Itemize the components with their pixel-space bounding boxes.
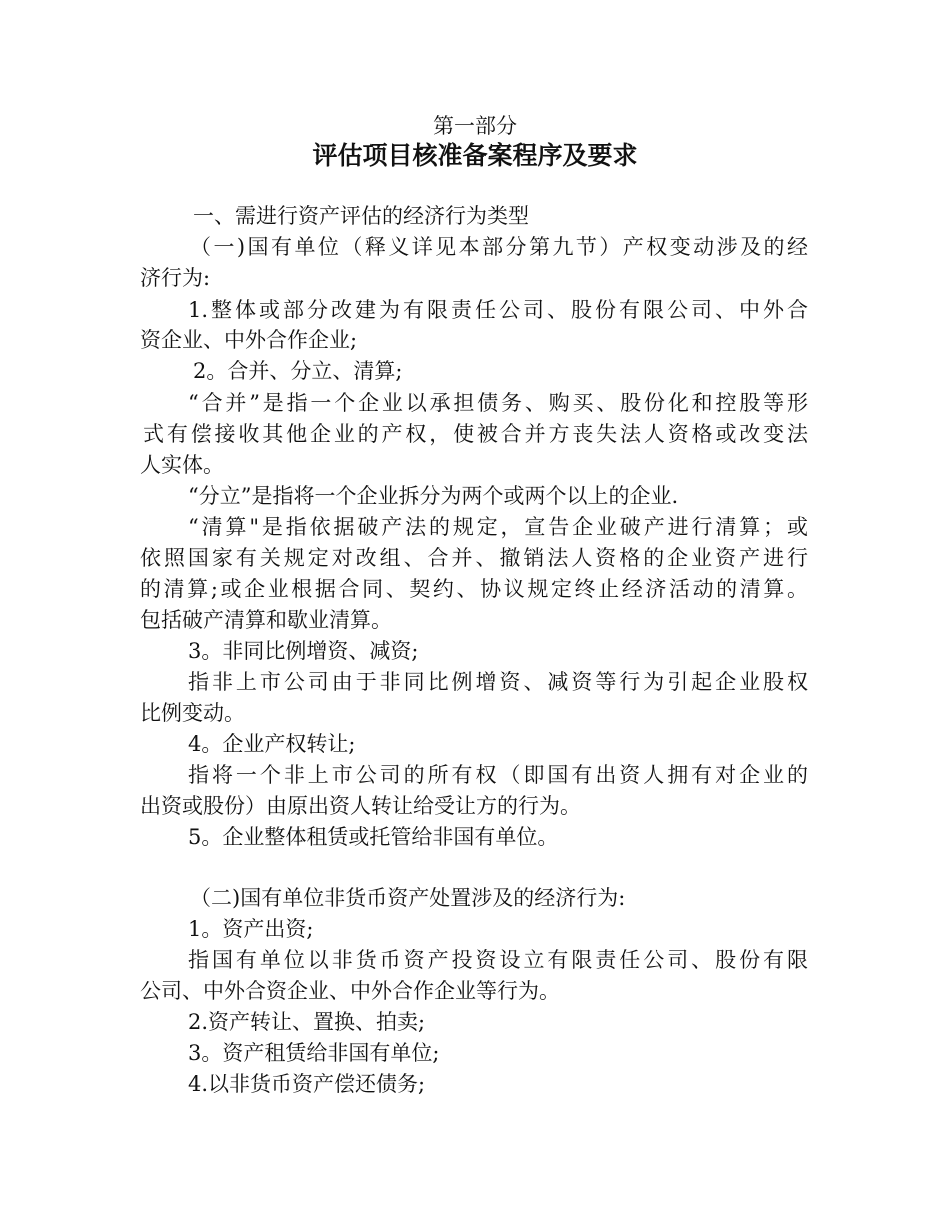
paragraph-line: 4.以非货币资产偿还债务; [188,1072,426,1096]
paragraph-line: 2.资产转让、置换、拍卖; [188,1010,426,1034]
paragraph-line: 1.整体或部分改建为有限责任公司、股份有限公司、中外合 [188,298,808,322]
paragraph-line: “合并”是指一个企业以承担债务、购买、股份化和控股等形 [188,391,808,415]
paragraph-line: 公司、中外合资企业、中外合作企业等行为。 [140,979,560,1003]
paragraph-line: 式有偿接收其他企业的产权，使被合并方丧失法人资格或改变法 [143,422,808,446]
page-title: 评估项目核准备案程序及要求 [312,141,638,170]
paragraph-line: 的清算;或企业根据合同、契约、协议规定终止经济活动的清算。 [140,577,808,601]
paragraph-line: 济行为: [140,266,211,290]
paragraph-line: 指非上市公司由于非同比例增资、减资等行为引起企业股权 [188,670,808,694]
paragraph-line: 出资或股份）由原出资人转让给受让方的行为。 [140,794,581,818]
paragraph-line: 2。合并、分立、清算; [193,359,403,383]
paragraph-line: “清算"是指依据破产法的规定，宣告企业破产进行清算；或 [188,515,808,539]
section-heading: 一、需进行资产评估的经济行为类型 [193,204,529,228]
paragraph-line: 指将一个非上市公司的所有权（即国有出资人拥有对企业的 [188,763,808,787]
paragraph-line: 指国有单位以非货币资产投资设立有限责任公司、股份有限 [188,948,808,972]
paragraph-line: 3。非同比例增资、减资; [188,639,419,663]
paragraph-line: 4。企业产权转让; [188,732,356,756]
paragraph-line: （一)国有单位（释义详见本部分第九节）产权变动涉及的经 [190,235,808,259]
part-label: 第一部分 [433,114,517,138]
paragraph-line: 依照国家有关规定对改组、合并、撤销法人资格的企业资产进行 [140,546,808,570]
section-heading: （二)国有单位非货币资产处置涉及的经济行为: [190,886,626,910]
paragraph-line: 资企业、中外合作企业; [140,328,358,352]
paragraph-line: 包括破产清算和歇业清算。 [140,608,392,632]
paragraph-line: 1。资产出资; [188,917,314,941]
paragraph-line: 比例变动。 [140,701,245,725]
paragraph-line: 3。资产租赁给非国有单位; [188,1041,440,1065]
paragraph-line: 人实体。 [140,453,224,477]
paragraph-line: 5。企业整体租赁或托管给非国有单位。 [188,825,559,849]
paragraph-line: “分立”是指将一个企业拆分为两个或两个以上的企业. [188,484,679,508]
